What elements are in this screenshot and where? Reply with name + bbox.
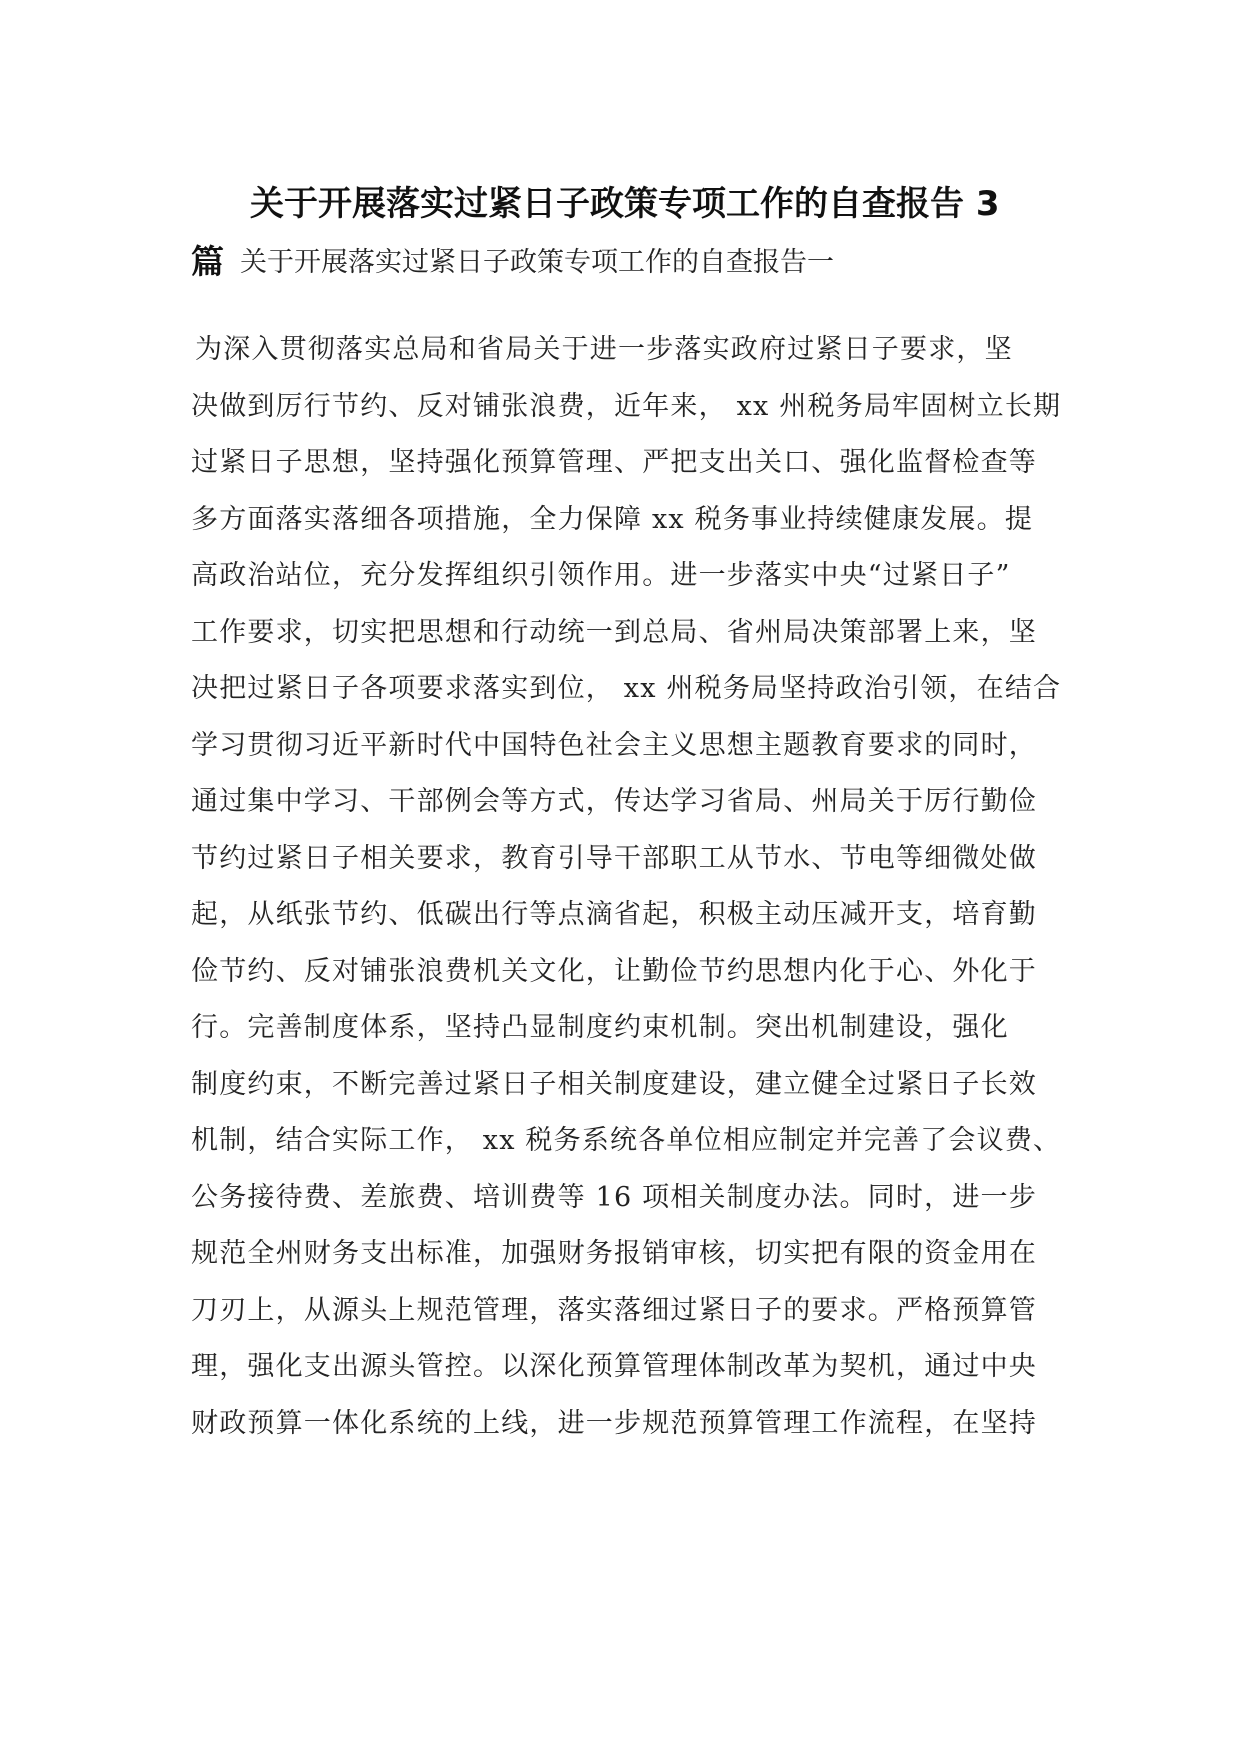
document-title: 关于开展落实过紧日子政策专项工作的自查报告 3 [250, 184, 1000, 224]
body-line: 过紧日子思想，坚持强化预算管理、严把支出关口、强化监督检查等 [191, 447, 1037, 478]
body-line: 多方面落实落细各项措施，全力保障 xx 税务事业持续健康发展。提 [191, 503, 1034, 535]
body-line: 学习贯彻习近平新时代中国特色社会主义思想主题教育要求的同时， [191, 729, 1037, 761]
body-line: 起，从纸张节约、低碳出行等点滴省起，积极主动压减开支，培育勤 [191, 899, 1037, 930]
body-line: 规范全州财务支出标准，加强财务报销审核，切实把有限的资金用在 [191, 1238, 1037, 1269]
body-line: 行。完善制度体系，坚持凸显制度约束机制。突出机制建设，强化 [191, 1012, 1009, 1043]
body-line: 节约过紧日子相关要求，教育引导干部职工从节水、节电等细微处做 [191, 842, 1037, 874]
body-line: 理，强化支出源头管控。以深化预算管理体制改革为契机，通过中央 [191, 1351, 1037, 1382]
body-line: 为深入贯彻落实总局和省局关于进一步落实政府过紧日子要求，坚 [195, 334, 1013, 365]
body-paragraph [191, 322, 1062, 1452]
body-line: 财政预算一体化系统的上线，进一步规范预算管理工作流程，在坚持 [191, 1407, 1037, 1439]
body-line: 高政治站位，充分发挥组织引领作用。进一步落实中央“过紧日子” [191, 560, 1011, 591]
body-line: 决把过紧日子各项要求落实到位， xx 州税务局坚持政治引领，在结合 [191, 673, 1062, 704]
body-line: 机制，结合实际工作， xx 税务系统各单位相应制定并完善了会议费、 [191, 1125, 1062, 1156]
body-line: 通过集中学习、干部例会等方式，传达学习省局、州局关于厉行勤俭 [191, 786, 1037, 817]
body-line: 俭节约、反对铺张浪费机关文化，让勤俭节约思想内化于心、外化于 [191, 955, 1037, 987]
body-line: 刀刃上，从源头上规范管理，落实落细过紧日子的要求。严格预算管 [191, 1294, 1037, 1326]
body-line: 制度约束，不断完善过紧日子相关制度建设，建立健全过紧日子长效 [191, 1068, 1037, 1100]
document-title-continuation: 篇 [191, 242, 224, 281]
body-line: 公务接待费、差旅费、培训费等 16 项相关制度办法。同时，进一步 [191, 1181, 1037, 1213]
body-line: 决做到厉行节约、反对铺张浪费，近年来， xx 州税务局牢固树立长期 [191, 390, 1062, 422]
document-subtitle: 关于开展落实过紧日子政策专项工作的自查报告一 [240, 247, 834, 278]
body-line: 工作要求，切实把思想和行动统一到总局、省州局决策部署上来，坚 [191, 616, 1037, 648]
